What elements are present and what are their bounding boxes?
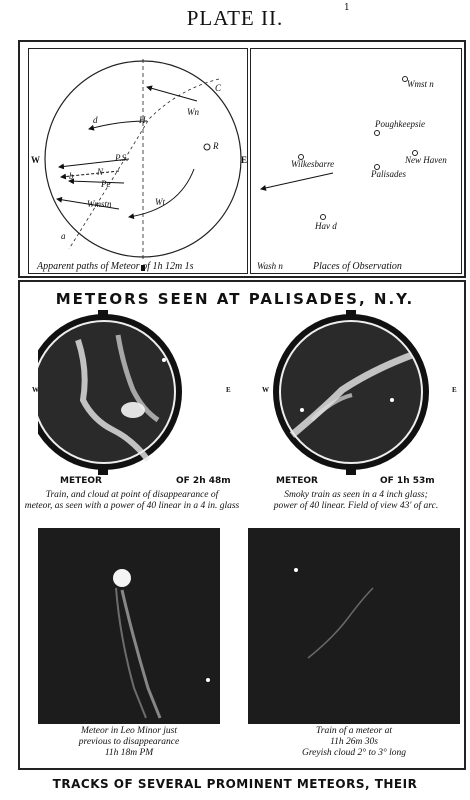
places-caption: Places of Observation [313,261,402,272]
label-n: N [97,167,104,177]
photo-right-caption-3: Greyish cloud 2° to 3° long [301,747,407,758]
label-d: d [93,115,98,125]
meteor-left-time: OF 2h 48m [176,476,231,486]
label-wt: Wt [155,197,165,207]
place-washington: Wash n [257,261,283,271]
telescope-view-right [262,310,462,475]
meteor-right-time: OF 1h 53m [380,476,435,486]
footer-title: TRACKS OF SEVERAL PROMINENT METEORS, THEIR [52,777,418,791]
label-b: b [69,171,74,181]
page-mark: 1 [344,3,350,13]
scope-left-caption-2: meteor, as seen with a power of 40 linear in a 4 in. glass [24,500,240,511]
scope-left-caption-1: Train, and cloud at point of disappearance of [45,490,219,500]
place-wilkesbarre: Wilkesbarre [291,159,335,169]
label-a: a [61,231,66,241]
direction-arrow [261,173,333,189]
photo-leo-minor [38,528,220,724]
scope-left-west: W [32,386,39,394]
label-h: H [139,115,146,125]
scope-right-caption [248,490,464,512]
scope-right-west: W [262,386,269,394]
telescope-view-left [38,310,238,475]
path-c [69,79,222,249]
place-winsted: Wmst n [407,79,434,89]
path-wn [147,87,197,101]
scope-left-caption [24,490,240,512]
label-c: C [215,83,222,93]
compass-east: E [241,155,248,165]
label-wmstn: Wmstn [87,199,112,209]
place-palisades: Palisades [371,169,406,179]
photo-meteor-train [248,528,460,724]
station-r [204,144,210,150]
label-wn: Wn [187,107,199,117]
palisades-heading: METEORS SEEN AT PALISADES, N.Y. [55,290,415,308]
scope-left-east: E [226,386,231,394]
photo-right-caption [248,726,460,759]
dot-poughkeepsie [375,131,380,136]
label-pe: Pe [101,179,111,189]
place-haverford: Hav d [315,221,337,231]
scope-right-caption-2: power of 40 linear. Field of view 43' of arc. [273,500,439,511]
photo-left-caption-2: previous to disappearance [78,736,180,747]
meteor-left-label: METEOR [60,476,102,486]
dot-haverford [321,215,326,220]
photo-right-caption-2: 11h 26m 30s [330,736,378,747]
scope-right-caption-1: Smoky train as seen in a 4 inch glass; [284,490,428,500]
scope-right-east: E [452,386,457,394]
path-pe [69,181,124,183]
label-ps: P.S. [115,153,129,163]
compass-west: W [31,155,40,165]
apparent-paths-panel [28,48,248,274]
path-wt [129,169,194,217]
photo-left-caption-3: 11h 18m PM [104,747,154,758]
place-poughkeepsie: Poughkeepsie [375,119,425,129]
meteor-right-label: METEOR [276,476,318,486]
plate-title: PLATE II. [186,6,284,30]
place-new-haven: New Haven [405,155,447,165]
places-panel [250,48,462,274]
photo-left-caption-1: Meteor in Leo Minor just [80,726,178,736]
apparent-paths-caption: Apparent paths of Meteor of 1h 12m 1s [37,261,194,272]
photo-left-caption [38,726,220,759]
label-r: R [213,141,219,151]
photo-right-caption-1: Train of a meteor at [315,726,392,736]
